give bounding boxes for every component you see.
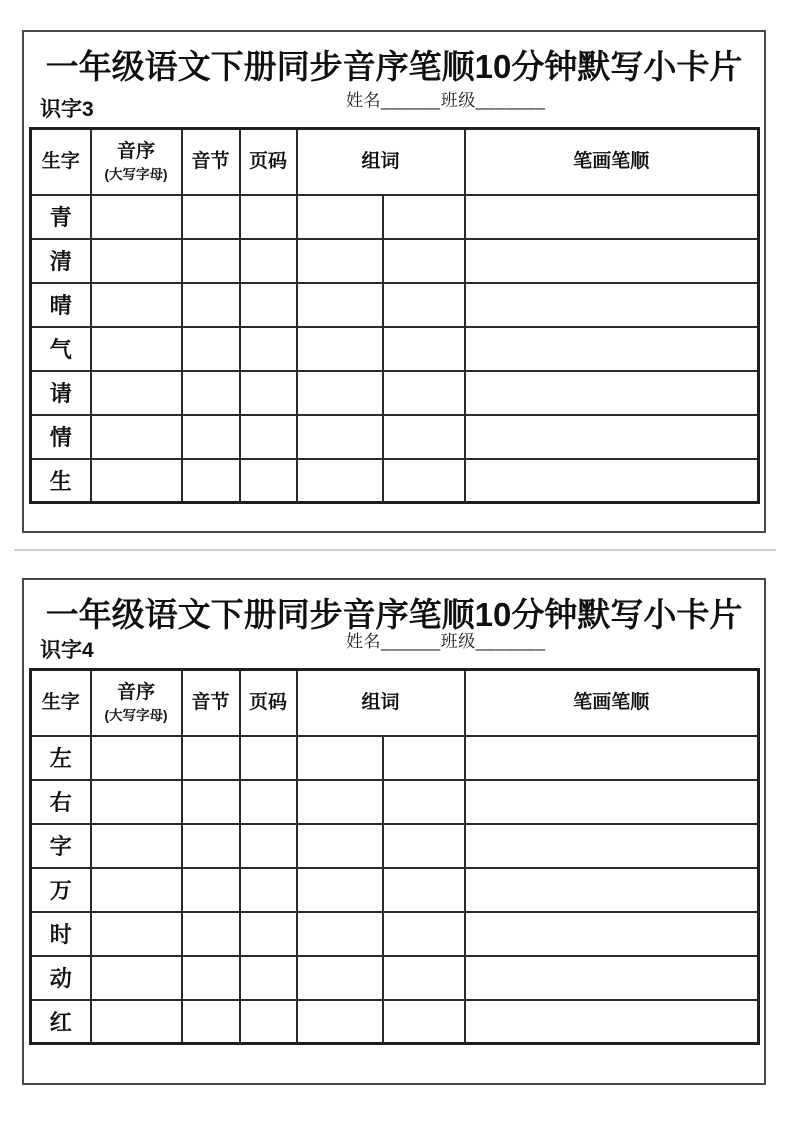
fill-cell — [91, 239, 182, 283]
char-cell: 晴 — [31, 283, 91, 327]
table-header — [31, 670, 759, 736]
table-row — [31, 956, 759, 1000]
table-row — [31, 912, 759, 956]
fill-cell — [383, 371, 465, 415]
table-row — [31, 824, 759, 868]
fill-cell — [297, 956, 383, 1000]
fill-cell — [383, 780, 465, 824]
header-row — [31, 670, 759, 736]
fill-cell — [91, 283, 182, 327]
card-separator — [14, 549, 776, 551]
fill-cell — [297, 780, 383, 824]
fill-cell — [182, 736, 240, 780]
phonetic-order-sublabel: (大写字母) — [104, 166, 168, 182]
fill-cell — [182, 780, 240, 824]
fill-cell — [240, 868, 297, 912]
fill-cell — [465, 736, 759, 780]
fill-cell — [240, 459, 297, 503]
table-row — [31, 415, 759, 459]
col-header-syllable: 音节 — [182, 670, 240, 736]
fill-cell — [383, 415, 465, 459]
fill-cell — [182, 868, 240, 912]
fill-cell — [182, 956, 240, 1000]
vocab-table — [29, 127, 760, 504]
char-cell: 右 — [31, 780, 91, 824]
table-row — [31, 195, 759, 239]
fill-cell — [297, 371, 383, 415]
phonetic-order-label: 音序 — [116, 140, 155, 162]
fill-cell — [465, 1000, 759, 1044]
worksheet-card-2 — [22, 578, 766, 1085]
fill-cell — [297, 327, 383, 371]
section-label: 识字3 — [40, 98, 94, 121]
fill-cell — [182, 327, 240, 371]
col-header-syllable: 音节 — [182, 129, 240, 195]
fill-cell — [465, 239, 759, 283]
fill-cell — [297, 1000, 383, 1044]
fill-cell — [465, 824, 759, 868]
fill-cell — [182, 459, 240, 503]
char-cell: 左 — [31, 736, 91, 780]
fill-cell — [91, 459, 182, 503]
fill-cell — [297, 415, 383, 459]
fill-cell — [383, 1000, 465, 1044]
fill-cell — [465, 780, 759, 824]
table-header — [31, 129, 759, 195]
worksheet-card-1 — [22, 30, 766, 533]
col-header-stroke-order: 笔画笔顺 — [465, 670, 759, 736]
fill-cell — [383, 195, 465, 239]
fill-cell — [182, 824, 240, 868]
col-header-phonetic-order — [91, 670, 182, 736]
fill-cell — [465, 415, 759, 459]
fill-cell — [182, 415, 240, 459]
char-cell: 气 — [31, 327, 91, 371]
col-header-char: 生字 — [31, 129, 91, 195]
phonetic-order-sublabel: (大写字母) — [104, 707, 168, 723]
fill-cell — [182, 1000, 240, 1044]
char-cell: 情 — [31, 415, 91, 459]
fill-cell — [240, 824, 297, 868]
fill-cell — [240, 956, 297, 1000]
card-title: 一年级语文下册同步音序笔顺10分钟默写小卡片 — [45, 48, 743, 85]
fill-cell — [465, 868, 759, 912]
fill-cell — [465, 956, 759, 1000]
fill-cell — [383, 868, 465, 912]
fill-cell — [91, 327, 182, 371]
col-header-word-formation: 组词 — [297, 129, 465, 195]
fill-cell — [465, 459, 759, 503]
table-row — [31, 459, 759, 503]
card-title: 一年级语文下册同步音序笔顺10分钟默写小卡片 — [45, 596, 743, 633]
fill-cell — [91, 371, 182, 415]
fill-cell — [297, 239, 383, 283]
fill-cell — [297, 283, 383, 327]
char-cell: 生 — [31, 459, 91, 503]
table-row — [31, 327, 759, 371]
fill-cell — [465, 371, 759, 415]
fill-cell — [465, 283, 759, 327]
fill-cell — [297, 195, 383, 239]
col-header-page-number: 页码 — [240, 670, 297, 736]
fill-cell — [182, 371, 240, 415]
table-row — [31, 239, 759, 283]
table-row — [31, 1000, 759, 1044]
fill-cell — [240, 415, 297, 459]
fill-cell — [91, 736, 182, 780]
table-row — [31, 868, 759, 912]
fill-cell — [297, 824, 383, 868]
fill-cell — [182, 912, 240, 956]
fill-cell — [383, 736, 465, 780]
phonetic-order-label: 音序 — [116, 681, 155, 703]
vocab-table — [29, 668, 760, 1045]
char-cell: 青 — [31, 195, 91, 239]
col-header-page-number: 页码 — [240, 129, 297, 195]
fill-cell — [182, 239, 240, 283]
fill-cell — [182, 195, 240, 239]
char-cell: 请 — [31, 371, 91, 415]
fill-cell — [240, 371, 297, 415]
fill-cell — [240, 283, 297, 327]
char-cell: 动 — [31, 956, 91, 1000]
fill-cell — [240, 1000, 297, 1044]
fill-cell — [91, 1000, 182, 1044]
col-header-char: 生字 — [31, 670, 91, 736]
table-body — [31, 195, 759, 503]
fill-cell — [297, 912, 383, 956]
char-cell: 万 — [31, 868, 91, 912]
fill-cell — [465, 195, 759, 239]
fill-cell — [91, 956, 182, 1000]
fill-cell — [383, 824, 465, 868]
fill-cell — [91, 912, 182, 956]
name-class-fill-line: 姓名______班级_______ — [346, 632, 546, 651]
table-row — [31, 371, 759, 415]
fill-cell — [297, 736, 383, 780]
fill-cell — [240, 239, 297, 283]
fill-cell — [383, 956, 465, 1000]
fill-cell — [240, 327, 297, 371]
fill-cell — [91, 868, 182, 912]
fill-cell — [297, 868, 383, 912]
char-cell: 红 — [31, 1000, 91, 1044]
fill-cell — [240, 736, 297, 780]
name-class-fill-line: 姓名______班级_______ — [346, 91, 546, 110]
fill-cell — [383, 327, 465, 371]
col-header-phonetic-order — [91, 129, 182, 195]
col-header-stroke-order: 笔画笔顺 — [465, 129, 759, 195]
header-row — [31, 129, 759, 195]
fill-cell — [182, 283, 240, 327]
table-body — [31, 736, 759, 1044]
fill-cell — [297, 459, 383, 503]
table-row — [31, 780, 759, 824]
fill-cell — [383, 239, 465, 283]
fill-cell — [91, 195, 182, 239]
fill-cell — [383, 912, 465, 956]
table-row — [31, 283, 759, 327]
fill-cell — [465, 912, 759, 956]
fill-cell — [383, 459, 465, 503]
section-label: 识字4 — [40, 639, 94, 662]
fill-cell — [91, 824, 182, 868]
fill-cell — [91, 415, 182, 459]
fill-cell — [383, 283, 465, 327]
char-cell: 时 — [31, 912, 91, 956]
char-cell: 清 — [31, 239, 91, 283]
fill-cell — [240, 195, 297, 239]
fill-cell — [91, 780, 182, 824]
fill-cell — [240, 780, 297, 824]
fill-cell — [465, 327, 759, 371]
table-row — [31, 736, 759, 780]
col-header-word-formation: 组词 — [297, 670, 465, 736]
fill-cell — [240, 912, 297, 956]
char-cell: 字 — [31, 824, 91, 868]
